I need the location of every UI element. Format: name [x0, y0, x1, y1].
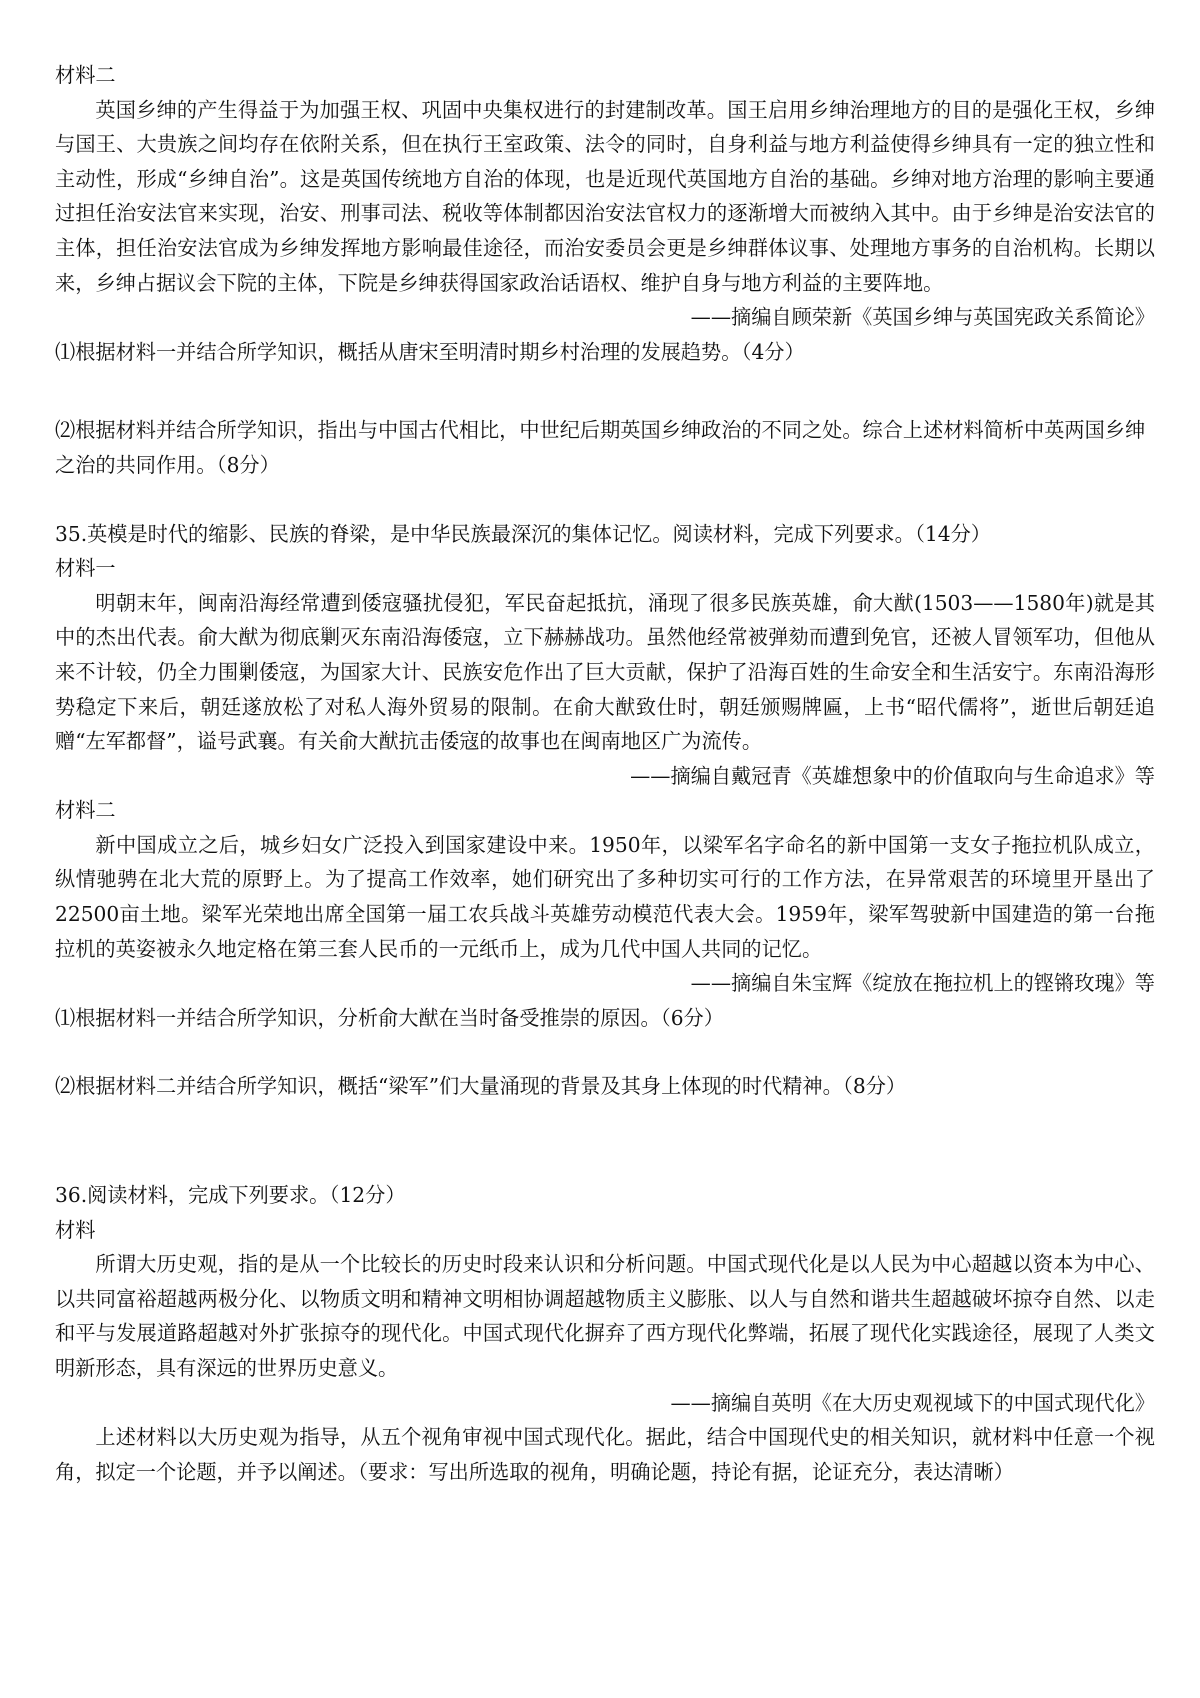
- q34-sub-question-1: ⑴根据材料一并结合所学知识，概括从唐宋至明清时期乡村治理的发展趋势。（4分）: [55, 339, 805, 364]
- q35-material2-text: 新中国成立之后，城乡妇女广泛投入到国家建设中来。1950年，以梁军名字命名的新中国第一支女子拖拉机队成立，纵情驰骋在北大荒的原野上。为了提高工作效率，她们研究出了多种切实可行的工作方法，在异常艰苦的环境里开垦出了22500亩土地。梁军光荣地出席全国第一届工农兵战斗英雄劳动模范代表大会。1959年，梁军驾驶新中国建造的第一台拖拉机的英姿被永久地定格在第三套人民币的一元纸币上，成为几代中国人共同的记忆。: [55, 832, 1155, 961]
- answer-space: [55, 1104, 1155, 1178]
- q35-material2-source: ——摘编自朱宝辉《绽放在拖拉机上的铿锵玫瑰》等: [690, 971, 1155, 996]
- q34-material2-source: ——摘编自顾荣新《英国乡绅与英国宪政关系简论》: [690, 305, 1155, 330]
- q36-material-text: 所谓大历史观，指的是从一个比较长的历史时段来认识和分析问题。中国式现代化是以人民为中心超越以资本为中心、以共同富裕超越两极分化、以物质文明和精神文明相协调超越物质主义膨胀、以人与自然和谐共生超越破坏掠夺自然、以走和平与发展道路超越对外扩张掠夺的现代化。中国式现代化摒弃了西方现代化弊端，拓展了现代化实践途径，展现了人类文明新形态，具有深远的世界历史意义。: [55, 1252, 1155, 1380]
- answer-space: [55, 483, 1155, 517]
- q35-stem: 35.英模是时代的缩影、民族的脊梁，是中华民族最深沉的集体记忆。阅读材料，完成下列要求。（14分）: [55, 521, 991, 546]
- q35-sub-question-2: ⑵根据材料二并结合所学知识，概括“梁军”们大量涌现的背景及其身上体现的时代精神。（8分）: [55, 1074, 907, 1099]
- exam-page: [55, 58, 1155, 1489]
- q36-stem: 36.阅读材料，完成下列要求。（12分）: [55, 1183, 406, 1208]
- q34-material2-text: 英国乡绅的产生得益于为加强王权、巩固中央集权进行的封建制改革。国王启用乡绅治理地方的目的是强化王权，乡绅与国王、大贵族之间均存在依附关系，但在执行王室政策、法令的同时，自身利益与地方利益使得乡绅具有一定的独立性和主动性，形成“乡绅自治”。这是英国传统地方自治的体现，也是近现代英国地方自治的基础。乡绅对地方治理的影响主要通过担任治安法官来实现，治安、刑事司法、税收等体制都因治安法官权力的逐渐增大而被纳入其中。由于乡绅是治安法官的主体，担任治安法官成为乡绅发挥地方影响最佳途径，而治安委员会更是乡绅群体议事、处理地方事务的自治机构。长期以来，乡绅占据议会下院的主体，下院是乡绅获得国家政治话语权、维护自身与地方利益的主要阵地。: [55, 97, 1155, 295]
- answer-space: [55, 1035, 1155, 1069]
- answer-space: [55, 369, 1155, 413]
- q34-material2-label: 材料二: [55, 63, 116, 87]
- q35-sub-question-1: ⑴根据材料一并结合所学知识，分析俞大猷在当时备受推崇的原因。（6分）: [55, 1005, 724, 1030]
- q36-material-source: ——摘编自英明《在大历史观视域下的中国式现代化》: [670, 1390, 1155, 1415]
- q35-material1-label: 材料一: [55, 556, 116, 581]
- q35-material1-text: 明朝末年，闽南沿海经常遭到倭寇骚扰侵犯，军民奋起抵抗，涌现了很多民族英雄，俞大猷(1503——1580年)就是其中的杰出代表。俞大猷为彻底剿灭东南沿海倭寇，立下赫赫战功。虽然他经常被弹劾而遭到免官，还被人冒领军功，但他从来不计较，仍全力围剿倭寇，为国家大计、民族安危作出了巨大贡献，保护了沿海百姓的生命安全和生活安宁。东南沿海形势稳定下来后，朝廷遂放松了对私人海外贸易的限制。在俞大猷致仕时，朝廷颁赐牌匾，上书“昭代儒将”，逝世后朝廷追赠“左军都督”，谥号武襄。有关俞大猷抗击倭寇的故事也在闽南地区广为流传。: [55, 590, 1155, 754]
- q36-material-label: 材料: [55, 1217, 96, 1242]
- q36-task: 上述材料以大历史观为指导，从五个视角审视中国式现代化。据此，结合中国现代史的相关知识，就材料中任意一个视角，拟定一个论题，并予以阐述。（要求：写出所选取的视角，明确论题，持论有据，论证充分，表达清晰）: [55, 1425, 1155, 1484]
- q35-material2-label: 材料二: [55, 798, 116, 823]
- q34-sub-question-2: ⑵根据材料并结合所学知识，指出与中国古代相比，中世纪后期英国乡绅政治的不同之处。综合上述材料简析中英两国乡绅之治的共同作用。（8分）: [55, 418, 1146, 477]
- q35-material1-source: ——摘编自戴冠青《英雄想象中的价值取向与生命追求》等: [630, 763, 1155, 788]
